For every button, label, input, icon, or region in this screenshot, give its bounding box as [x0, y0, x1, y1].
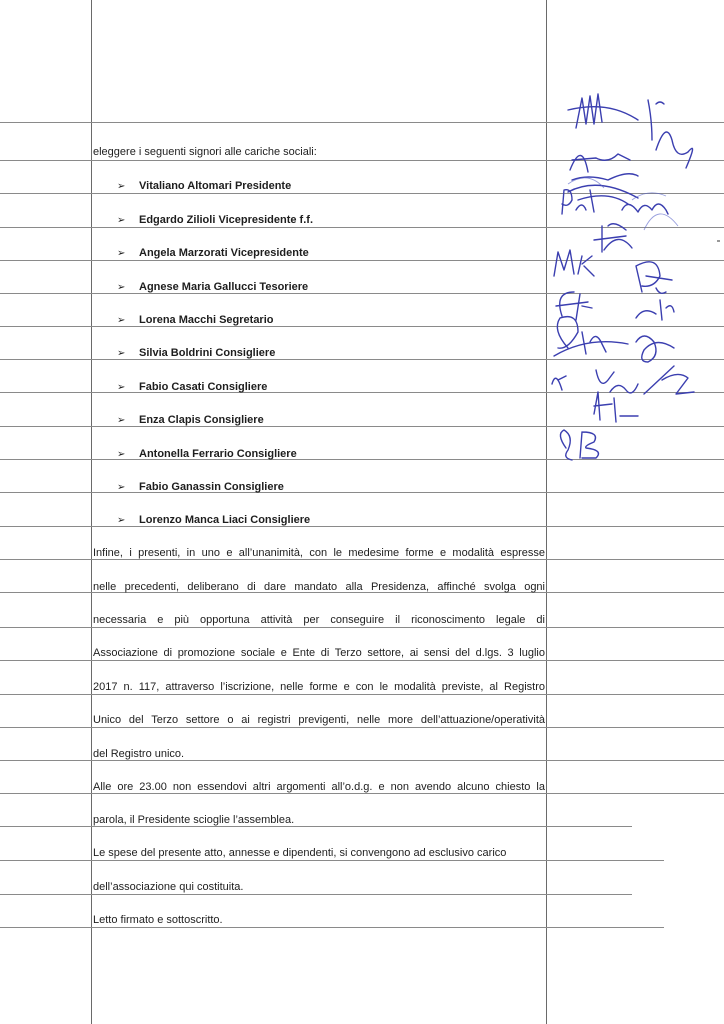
- officer-name: Enza Clapis Consigliere: [139, 414, 264, 426]
- officer-item: [117, 414, 264, 427]
- officer-item: [117, 514, 310, 527]
- body-line: nelle precedenti, deliberano di dare mandato alla Presidenza, affinché svolga ogni: [93, 581, 545, 593]
- ruled-line: [0, 660, 724, 661]
- officer-name: Vitaliano Altomari Presidente: [139, 180, 292, 192]
- officer-name: Antonella Ferrario Consigliere: [139, 448, 297, 460]
- arrow-bullet-icon: ➢: [117, 415, 126, 426]
- officer-item: [117, 448, 297, 461]
- body-line: parola, il Presidente scioglie l’assemblea.: [93, 814, 295, 826]
- ruled-line: [0, 627, 724, 628]
- officer-item: [117, 281, 308, 294]
- officer-item: [117, 347, 275, 360]
- body-line: dell’associazione qui costituita.: [93, 881, 244, 893]
- officer-item: [117, 314, 274, 327]
- body-line: Letto firmato e sottoscritto.: [93, 914, 223, 926]
- intro-line: eleggere i seguenti signori alle cariche sociali:: [93, 146, 317, 158]
- body-line: del Registro unico.: [93, 748, 185, 760]
- ruled-line: [0, 559, 724, 560]
- arrow-bullet-icon: ➢: [117, 215, 126, 226]
- body-line: Alle ore 23.00 non essendovi altri argomenti all’o.d.g. e non avendo alcuno chiesto la: [93, 781, 545, 793]
- scan-speck: [717, 240, 720, 242]
- officer-name: Lorena Macchi Segretario: [139, 314, 274, 326]
- ruled-line: [0, 793, 724, 794]
- arrow-bullet-icon: ➢: [117, 382, 126, 393]
- left-margin-rule: [91, 0, 92, 1024]
- ruled-line: [0, 927, 664, 928]
- arrow-bullet-icon: ➢: [117, 181, 126, 192]
- officer-name: Fabio Casati Consigliere: [139, 381, 268, 393]
- arrow-bullet-icon: ➢: [117, 515, 126, 526]
- officer-name: Edgardo Zilioli Vicepresidente f.f.: [139, 214, 313, 226]
- officer-item: [117, 247, 309, 260]
- arrow-bullet-icon: ➢: [117, 282, 126, 293]
- arrow-bullet-icon: ➢: [117, 315, 126, 326]
- officer-name: Lorenzo Manca Liaci Consigliere: [139, 514, 311, 526]
- handwritten-signatures: [548, 80, 724, 480]
- officer-item: [117, 381, 267, 394]
- body-line: Le spese del presente atto, annesse e dipendenti, si convengono ad esclusivo carico: [93, 847, 507, 859]
- arrow-bullet-icon: ➢: [117, 482, 126, 493]
- signature-column: [548, 80, 724, 480]
- ruled-line: [0, 760, 724, 761]
- ruled-line: [0, 694, 724, 695]
- ruled-line: [0, 860, 664, 861]
- ruled-line: [0, 492, 724, 493]
- officer-item: [117, 481, 284, 494]
- body-line: Infine, i presenti, in uno e all’unanimità, con le medesime forme e modalità espresse: [93, 547, 545, 559]
- body-line: 2017 n. 117, attraverso l’iscrizione, nelle forme e con le modalità previste, al Registro: [93, 681, 545, 693]
- body-line: necessaria e più opportuna attività per conseguire il riconoscimento legale di: [93, 614, 545, 626]
- body-line: Associazione di promozione sociale e Ente di Terzo settore, ai sensi del d.lgs. 3 luglio: [93, 647, 545, 659]
- ruled-line: [0, 894, 632, 895]
- ruled-line: [0, 526, 724, 527]
- officer-item: [117, 180, 291, 193]
- arrow-bullet-icon: ➢: [117, 248, 126, 259]
- officer-name: Silvia Boldrini Consigliere: [139, 347, 276, 359]
- body-line: Unico del Terzo settore o ai registri previgenti, nelle more dell’attuazione/operatività: [93, 714, 545, 726]
- officer-name: Agnese Maria Gallucci Tesoriere: [139, 281, 309, 293]
- right-margin-rule: [546, 0, 547, 1024]
- arrow-bullet-icon: ➢: [117, 449, 126, 460]
- arrow-bullet-icon: ➢: [117, 348, 126, 359]
- officer-name: Fabio Ganassin Consigliere: [139, 481, 284, 493]
- ruled-line: [0, 826, 632, 827]
- officer-name: Angela Marzorati Vicepresidente: [139, 247, 309, 259]
- officer-item: [117, 214, 313, 227]
- ruled-line: [0, 727, 724, 728]
